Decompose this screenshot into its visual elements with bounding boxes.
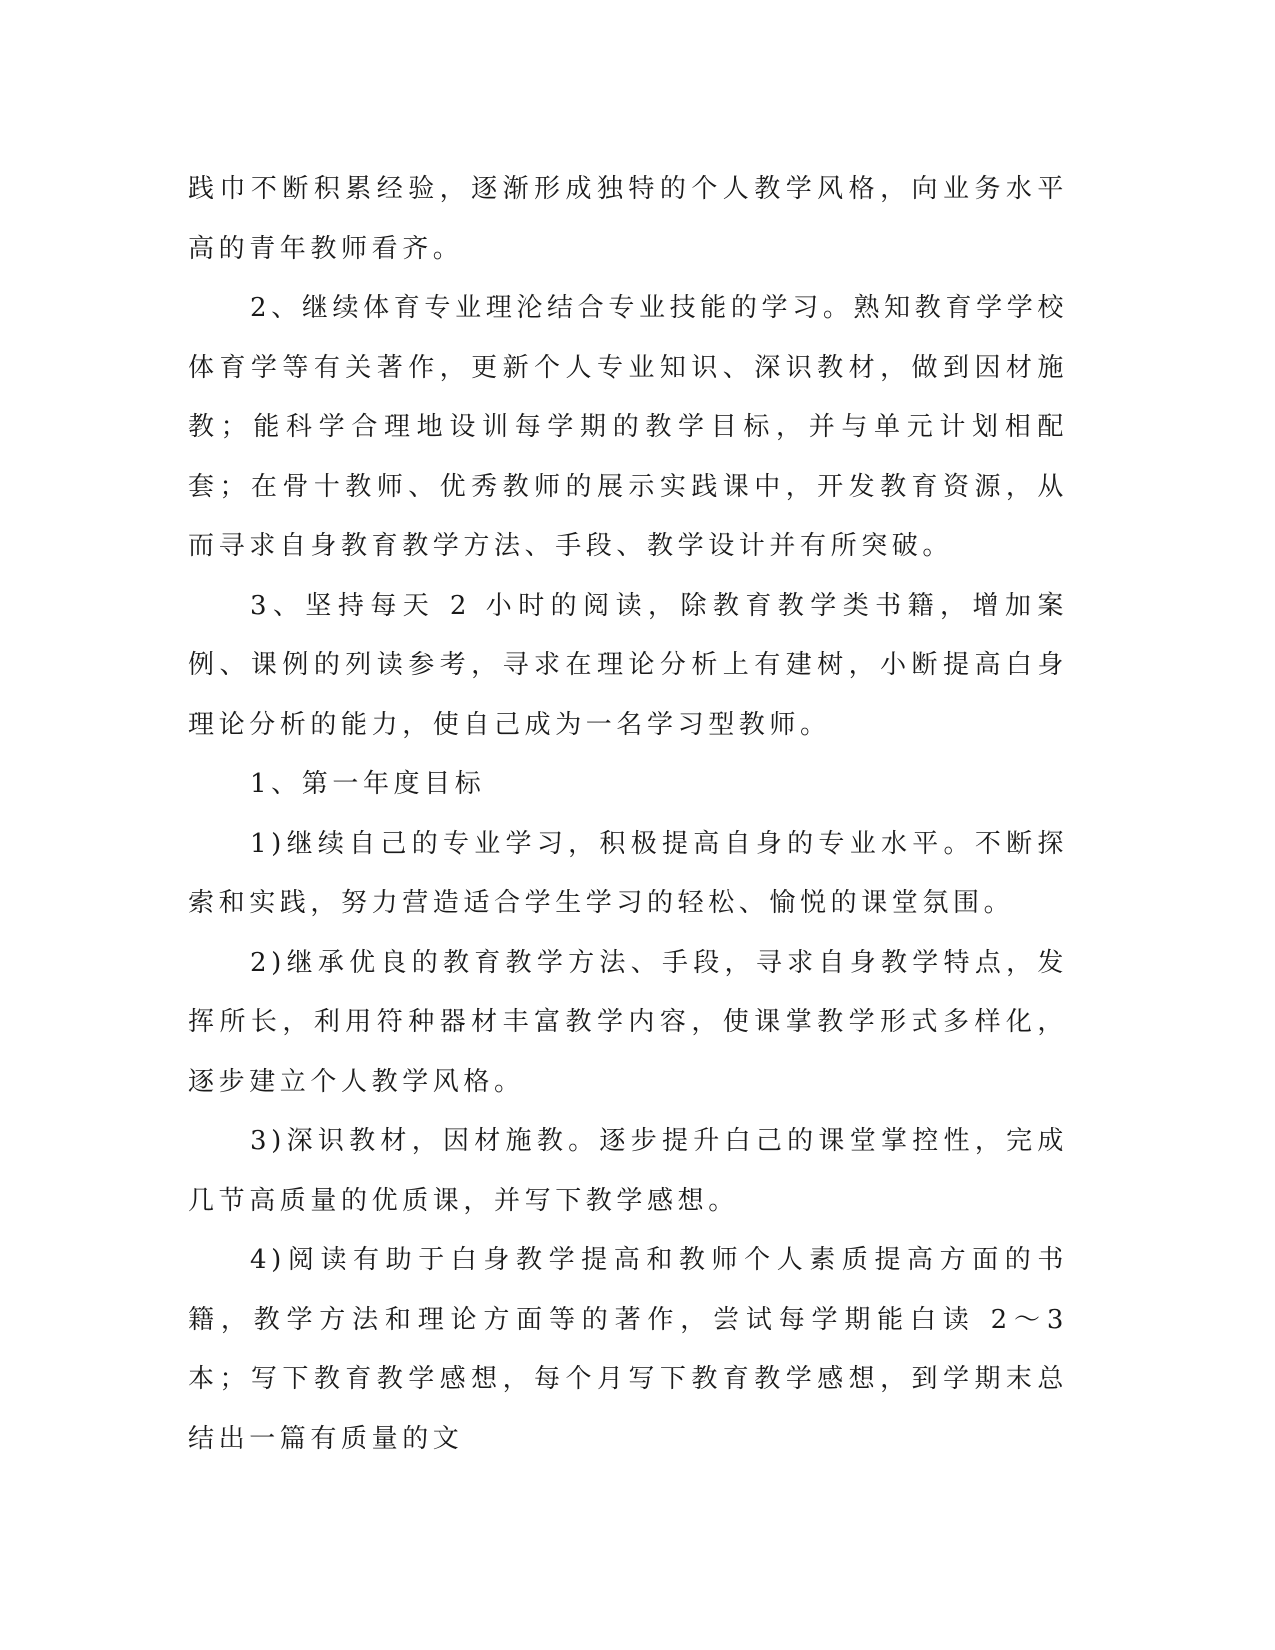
goal-item-3: 3)深识教材，因材施教。逐步提升白己的课堂掌控性，完成几节高质量的优质课，并写下教学感想。 [188,1126,1068,1216]
paragraph-continuation: 践巾不断积累经验，逐渐形成独特的个人教学风格，向业务水平高的青年教师看齐。 [188,174,1068,264]
goal-item-4: 4)阅读有助于白身教学提高和教师个人素质提高方面的书籍，教学方法和理论方面等的著作，尝试每学期能白读 2～3 本；写下教育教学感想，每个月写下教育教学感想，到学期末总结出一篇有质量的文 [188,1245,1068,1454]
paragraph-item-3: 3、坚持每天 2 小时的阅读，除教育教学类书籍，增加案例、课例的列读参考，寻求在理论分析上有建树，小断提高白身理论分析的能力，使自己成为一名学习型教师。 [188,590,1068,740]
goal-item-1: 1)继续自己的专业学习，积极提高自身的专业水平。不断探索和实践，努力营造适合学生学习的轻松、愉悦的课堂氛围。 [188,828,1068,918]
document-body [188,160,1068,1469]
paragraph-item-2: 2、继续体育专业理沦结合专业技能的学习。熟知教育学学校体育学等有关著作，更新个人专业知识、深识教材，做到因材施教；能科学合理地设训每学期的教学目标，并与单元计划相配套；在骨十教师、优秀教师的展示实践课中，开发教育资源，从而寻求自身教育教学方法、手段、教学设计并有所突破。 [188,293,1068,561]
goal-item-2: 2)继承优良的教育教学方法、手段，寻求自身教学特点，发挥所长，利用符种器材丰富教学内容，使课掌教学形式多样化，逐步建立个人教学风格。 [188,947,1068,1097]
section-heading-first-year-goals: 1、第一年度目标 [250,769,486,799]
